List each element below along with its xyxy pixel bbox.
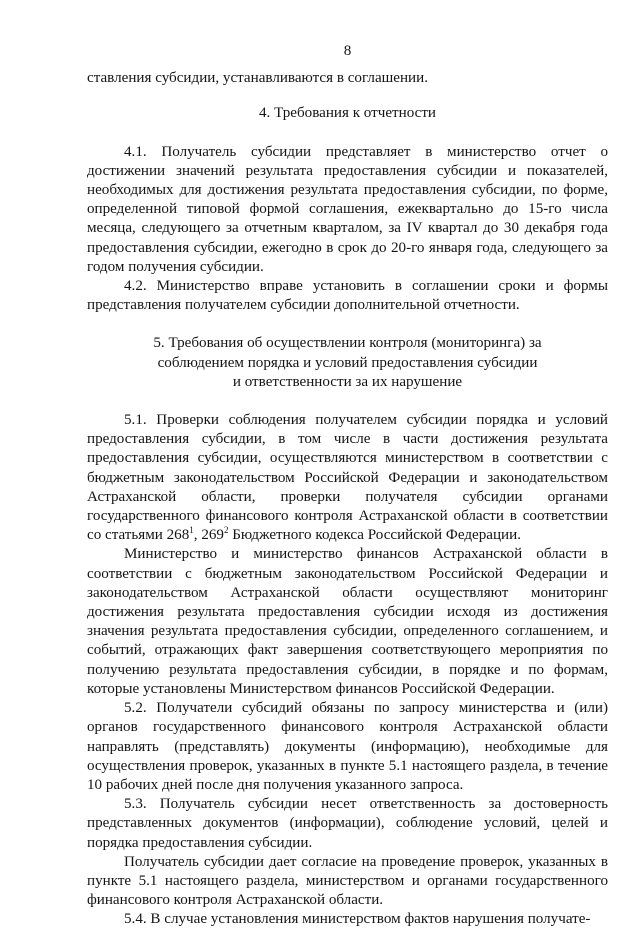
spacer (87, 88, 608, 104)
spacer (87, 124, 608, 143)
paragraph-5-3: 5.3. Получатель субсидии несет ответственность за достоверность представленных документов (информации), соблюдение условий, целей и порядка предоставления субсидии. (87, 796, 608, 851)
continuation-line: ставления субсидии, устанавливаются в соглашении. (87, 70, 428, 87)
section-5-heading (87, 334, 608, 392)
section-5-heading-line: соблюдением порядка и условий предоставления субсидии (157, 354, 538, 371)
paragraph-consent: Получатель субсидии дает согласие на проведение проверок, указанных в пункте 5.1 настоящего раздела, министерством и органами государственного финансового контроля Астраханской области. (87, 853, 608, 909)
footnote-superscript: 1 (189, 525, 194, 536)
paragraph-5-4: 5.4. В случае установления министерством фактов нарушения получате- (124, 911, 591, 928)
paragraph-monitoring: Министерство и министерство финансов Астраханской области в соответствии с бюджетным законодательством Российской Федерации и законодательством Астраханской области осуществляют мониторинг достижения результата предоставления субсидии исходя из достижения значения результата предоставления субсидии, определенного соглашением, и событий, отражающих факт завершения соответствующего мероприятия по получению результата предоставления субсидии, в порядке и по формам, которые установлены Министерством финансов Российской Федерации. (87, 546, 608, 697)
paragraph-4-2: 4.2. Министерство вправе установить в соглашении сроки и формы представления получателем субсидии дополнительной отчетности. (87, 278, 608, 314)
paragraph-5-1 (87, 411, 608, 545)
section-5-heading-line: 5. Требования об осуществлении контроля (мониторинга) за (153, 335, 542, 352)
paragraph-5-1-separator: , 269 (193, 527, 224, 544)
paragraph-5-1-text: 5.1. Проверки соблюдения получателем субсидии порядка и условий предоставления субсидии, в том числе в части достижения результата предоставления субсидии, осуществляются министерством в соответствии с бюджетным законодательством Российской Федерации и законодательством Астраханской области, проверки получателя субсидии органами государственного финансового контроля Астраханской области в соответствии со статьями 268 (87, 412, 608, 544)
section-4-heading: 4. Требования к отчетности (258, 105, 437, 122)
paragraph-5-2: 5.2. Получатели субсидий обязаны по запросу министерства и (или) органов государственного финансового контроля Астраханской области направлять (представлять) документы (информацию), необходимые для осуществления проверок, указанных в пункте 5.1 настоящего раздела, в течение 10 рабочих дней после дня получения указанного запроса. (87, 700, 608, 793)
paragraph-4-1: 4.1. Получатель субсидии представляет в министерство отчет о достижении значений результата предоставления субсидии и показателей, необходимых для достижения результата предоставления субсидии, по форме, определенной типовой формой соглашения, ежеквартально до 15-го числа месяца, следующего за отчетным кварталом, за IV квартал до 30 декабря года предоставления субсидии, ежегодно в срок до 20-го января года, следующего за годом получения субсидии. (87, 143, 608, 275)
spacer (87, 315, 608, 334)
spacer (87, 392, 608, 411)
page-number: 8 (343, 43, 352, 59)
footnote-superscript: 2 (223, 525, 229, 536)
section-5-heading-line: и ответственности за их нарушение (232, 373, 463, 390)
paragraph-5-1-end: Бюджетного кодекса Российской Федерации. (228, 527, 521, 544)
